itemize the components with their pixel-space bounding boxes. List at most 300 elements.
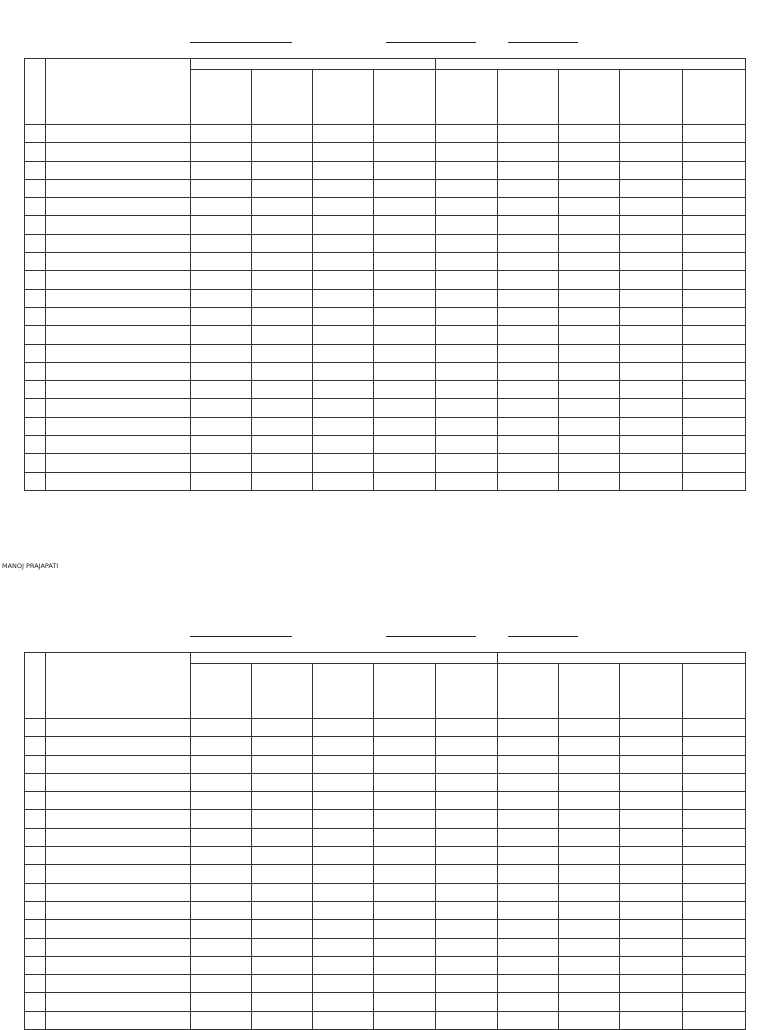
skill-check-cell[interactable] — [498, 883, 559, 901]
skill-check-cell[interactable] — [498, 828, 559, 846]
skill-check-cell[interactable] — [191, 436, 252, 454]
student-name-cell[interactable] — [46, 253, 191, 271]
skill-check-cell[interactable] — [436, 975, 498, 993]
skill-check-cell[interactable] — [620, 975, 683, 993]
district-blank[interactable] — [508, 636, 578, 637]
skill-check-cell[interactable] — [436, 179, 498, 197]
serial-cell[interactable] — [25, 234, 46, 252]
skill-check-cell[interactable] — [683, 1011, 746, 1029]
skill-check-cell[interactable] — [683, 883, 746, 901]
skill-check-cell[interactable] — [252, 773, 313, 791]
skill-check-cell[interactable] — [191, 362, 252, 380]
student-name-cell[interactable] — [46, 865, 191, 883]
skill-check-cell[interactable] — [620, 883, 683, 901]
skill-check-cell[interactable] — [374, 454, 436, 472]
skill-check-cell[interactable] — [620, 362, 683, 380]
skill-check-cell[interactable] — [683, 755, 746, 773]
skill-check-cell[interactable] — [436, 938, 498, 956]
skill-check-cell[interactable] — [620, 847, 683, 865]
student-name-cell[interactable] — [46, 993, 191, 1011]
skill-check-cell[interactable] — [313, 289, 374, 307]
student-name-cell[interactable] — [46, 307, 191, 325]
skill-check-cell[interactable] — [559, 920, 620, 938]
student-name-cell[interactable] — [46, 810, 191, 828]
skill-check-cell[interactable] — [559, 436, 620, 454]
skill-check-cell[interactable] — [559, 198, 620, 216]
skill-check-cell[interactable] — [498, 755, 559, 773]
skill-check-cell[interactable] — [620, 253, 683, 271]
skill-check-cell[interactable] — [436, 417, 498, 435]
skill-check-cell[interactable] — [559, 399, 620, 417]
serial-cell[interactable] — [25, 362, 46, 380]
skill-check-cell[interactable] — [683, 198, 746, 216]
skill-check-cell[interactable] — [498, 253, 559, 271]
skill-check-cell[interactable] — [559, 161, 620, 179]
skill-check-cell[interactable] — [374, 938, 436, 956]
school-name-blank[interactable] — [190, 636, 292, 637]
skill-check-cell[interactable] — [559, 253, 620, 271]
skill-check-cell[interactable] — [374, 326, 436, 344]
skill-check-cell[interactable] — [683, 271, 746, 289]
skill-check-cell[interactable] — [620, 920, 683, 938]
skill-check-cell[interactable] — [191, 737, 252, 755]
serial-cell[interactable] — [25, 198, 46, 216]
skill-check-cell[interactable] — [559, 125, 620, 143]
skill-check-cell[interactable] — [374, 792, 436, 810]
student-name-cell[interactable] — [46, 381, 191, 399]
skill-check-cell[interactable] — [498, 993, 559, 1011]
skill-check-cell[interactable] — [252, 399, 313, 417]
skill-check-cell[interactable] — [436, 920, 498, 938]
serial-cell[interactable] — [25, 865, 46, 883]
skill-check-cell[interactable] — [191, 773, 252, 791]
skill-check-cell[interactable] — [191, 179, 252, 197]
student-name-cell[interactable] — [46, 179, 191, 197]
skill-check-cell[interactable] — [559, 773, 620, 791]
student-name-cell[interactable] — [46, 938, 191, 956]
serial-cell[interactable] — [25, 143, 46, 161]
skill-check-cell[interactable] — [620, 865, 683, 883]
skill-check-cell[interactable] — [498, 865, 559, 883]
student-name-cell[interactable] — [46, 975, 191, 993]
skill-check-cell[interactable] — [252, 381, 313, 399]
skill-check-cell[interactable] — [559, 344, 620, 362]
skill-check-cell[interactable] — [374, 920, 436, 938]
skill-check-cell[interactable] — [252, 865, 313, 883]
student-name-cell[interactable] — [46, 399, 191, 417]
skill-check-cell[interactable] — [313, 938, 374, 956]
skill-check-cell[interactable] — [374, 719, 436, 737]
serial-cell[interactable] — [25, 719, 46, 737]
skill-check-cell[interactable] — [498, 399, 559, 417]
skill-check-cell[interactable] — [252, 792, 313, 810]
skill-check-cell[interactable] — [683, 436, 746, 454]
skill-check-cell[interactable] — [191, 161, 252, 179]
skill-check-cell[interactable] — [374, 179, 436, 197]
student-name-cell[interactable] — [46, 828, 191, 846]
skill-check-cell[interactable] — [559, 362, 620, 380]
skill-check-cell[interactable] — [191, 719, 252, 737]
skill-check-cell[interactable] — [374, 253, 436, 271]
skill-check-cell[interactable] — [436, 161, 498, 179]
skill-check-cell[interactable] — [683, 737, 746, 755]
skill-check-cell[interactable] — [252, 234, 313, 252]
skill-check-cell[interactable] — [498, 161, 559, 179]
skill-check-cell[interactable] — [436, 810, 498, 828]
skill-check-cell[interactable] — [683, 993, 746, 1011]
skill-check-cell[interactable] — [313, 719, 374, 737]
serial-cell[interactable] — [25, 399, 46, 417]
skill-check-cell[interactable] — [374, 901, 436, 919]
skill-check-cell[interactable] — [620, 143, 683, 161]
skill-check-cell[interactable] — [559, 792, 620, 810]
skill-check-cell[interactable] — [191, 883, 252, 901]
skill-check-cell[interactable] — [620, 161, 683, 179]
skill-check-cell[interactable] — [313, 234, 374, 252]
skill-check-cell[interactable] — [436, 344, 498, 362]
serial-cell[interactable] — [25, 993, 46, 1011]
skill-check-cell[interactable] — [683, 472, 746, 490]
skill-check-cell[interactable] — [436, 828, 498, 846]
skill-check-cell[interactable] — [191, 865, 252, 883]
skill-check-cell[interactable] — [252, 436, 313, 454]
skill-check-cell[interactable] — [683, 920, 746, 938]
skill-check-cell[interactable] — [498, 326, 559, 344]
skill-check-cell[interactable] — [498, 792, 559, 810]
skill-check-cell[interactable] — [374, 344, 436, 362]
skill-check-cell[interactable] — [436, 755, 498, 773]
skill-check-cell[interactable] — [559, 417, 620, 435]
skill-check-cell[interactable] — [374, 198, 436, 216]
skill-check-cell[interactable] — [313, 792, 374, 810]
student-name-cell[interactable] — [46, 289, 191, 307]
skill-check-cell[interactable] — [559, 271, 620, 289]
skill-check-cell[interactable] — [252, 216, 313, 234]
skill-check-cell[interactable] — [313, 362, 374, 380]
skill-check-cell[interactable] — [559, 1011, 620, 1029]
skill-check-cell[interactable] — [436, 1011, 498, 1029]
skill-check-cell[interactable] — [374, 755, 436, 773]
serial-cell[interactable] — [25, 326, 46, 344]
serial-cell[interactable] — [25, 847, 46, 865]
skill-check-cell[interactable] — [313, 883, 374, 901]
skill-check-cell[interactable] — [620, 719, 683, 737]
skill-check-cell[interactable] — [374, 399, 436, 417]
skill-check-cell[interactable] — [191, 198, 252, 216]
skill-check-cell[interactable] — [498, 810, 559, 828]
skill-check-cell[interactable] — [374, 362, 436, 380]
student-name-cell[interactable] — [46, 901, 191, 919]
skill-check-cell[interactable] — [498, 143, 559, 161]
student-name-cell[interactable] — [46, 847, 191, 865]
skill-check-cell[interactable] — [683, 399, 746, 417]
skill-check-cell[interactable] — [683, 143, 746, 161]
skill-check-cell[interactable] — [683, 956, 746, 974]
skill-check-cell[interactable] — [498, 307, 559, 325]
skill-check-cell[interactable] — [436, 143, 498, 161]
skill-check-cell[interactable] — [683, 307, 746, 325]
skill-check-cell[interactable] — [252, 198, 313, 216]
skill-check-cell[interactable] — [620, 828, 683, 846]
skill-check-cell[interactable] — [620, 1011, 683, 1029]
district-blank[interactable] — [508, 42, 578, 43]
skill-check-cell[interactable] — [191, 307, 252, 325]
serial-cell[interactable] — [25, 381, 46, 399]
skill-check-cell[interactable] — [252, 362, 313, 380]
skill-check-cell[interactable] — [252, 847, 313, 865]
skill-check-cell[interactable] — [252, 901, 313, 919]
skill-check-cell[interactable] — [252, 719, 313, 737]
skill-check-cell[interactable] — [498, 719, 559, 737]
skill-check-cell[interactable] — [436, 326, 498, 344]
skill-check-cell[interactable] — [436, 847, 498, 865]
skill-check-cell[interactable] — [620, 271, 683, 289]
skill-check-cell[interactable] — [620, 289, 683, 307]
skill-check-cell[interactable] — [252, 161, 313, 179]
skill-check-cell[interactable] — [374, 472, 436, 490]
skill-check-cell[interactable] — [620, 755, 683, 773]
skill-check-cell[interactable] — [559, 828, 620, 846]
skill-check-cell[interactable] — [620, 381, 683, 399]
skill-check-cell[interactable] — [498, 344, 559, 362]
skill-check-cell[interactable] — [683, 344, 746, 362]
student-name-cell[interactable] — [46, 1011, 191, 1029]
skill-check-cell[interactable] — [313, 1011, 374, 1029]
skill-check-cell[interactable] — [313, 143, 374, 161]
serial-cell[interactable] — [25, 307, 46, 325]
skill-check-cell[interactable] — [313, 454, 374, 472]
school-name-blank[interactable] — [190, 42, 292, 43]
skill-check-cell[interactable] — [498, 216, 559, 234]
serial-cell[interactable] — [25, 179, 46, 197]
skill-check-cell[interactable] — [313, 436, 374, 454]
skill-check-cell[interactable] — [683, 792, 746, 810]
skill-check-cell[interactable] — [498, 1011, 559, 1029]
serial-cell[interactable] — [25, 472, 46, 490]
skill-check-cell[interactable] — [559, 847, 620, 865]
skill-check-cell[interactable] — [374, 1011, 436, 1029]
skill-check-cell[interactable] — [313, 326, 374, 344]
skill-check-cell[interactable] — [498, 956, 559, 974]
skill-check-cell[interactable] — [498, 737, 559, 755]
skill-check-cell[interactable] — [498, 901, 559, 919]
skill-check-cell[interactable] — [313, 956, 374, 974]
skill-check-cell[interactable] — [374, 125, 436, 143]
skill-check-cell[interactable] — [252, 289, 313, 307]
student-name-cell[interactable] — [46, 920, 191, 938]
student-name-cell[interactable] — [46, 472, 191, 490]
skill-check-cell[interactable] — [313, 417, 374, 435]
skill-check-cell[interactable] — [313, 399, 374, 417]
skill-check-cell[interactable] — [683, 901, 746, 919]
skill-check-cell[interactable] — [683, 216, 746, 234]
skill-check-cell[interactable] — [436, 773, 498, 791]
serial-cell[interactable] — [25, 253, 46, 271]
skill-check-cell[interactable] — [374, 417, 436, 435]
skill-check-cell[interactable] — [683, 454, 746, 472]
skill-check-cell[interactable] — [252, 454, 313, 472]
skill-check-cell[interactable] — [191, 143, 252, 161]
skill-check-cell[interactable] — [313, 755, 374, 773]
skill-check-cell[interactable] — [191, 216, 252, 234]
skill-check-cell[interactable] — [620, 417, 683, 435]
skill-check-cell[interactable] — [559, 737, 620, 755]
skill-check-cell[interactable] — [498, 975, 559, 993]
skill-check-cell[interactable] — [252, 993, 313, 1011]
skill-check-cell[interactable] — [559, 938, 620, 956]
skill-check-cell[interactable] — [620, 307, 683, 325]
skill-check-cell[interactable] — [191, 289, 252, 307]
skill-check-cell[interactable] — [498, 773, 559, 791]
serial-cell[interactable] — [25, 737, 46, 755]
skill-check-cell[interactable] — [191, 755, 252, 773]
skill-check-cell[interactable] — [436, 956, 498, 974]
skill-check-cell[interactable] — [374, 381, 436, 399]
skill-check-cell[interactable] — [683, 865, 746, 883]
skill-check-cell[interactable] — [498, 454, 559, 472]
skill-check-cell[interactable] — [683, 828, 746, 846]
skill-check-cell[interactable] — [498, 472, 559, 490]
student-name-cell[interactable] — [46, 125, 191, 143]
skill-check-cell[interactable] — [559, 719, 620, 737]
skill-check-cell[interactable] — [683, 810, 746, 828]
skill-check-cell[interactable] — [498, 920, 559, 938]
serial-cell[interactable] — [25, 810, 46, 828]
skill-check-cell[interactable] — [498, 847, 559, 865]
skill-check-cell[interactable] — [559, 289, 620, 307]
student-name-cell[interactable] — [46, 719, 191, 737]
skill-check-cell[interactable] — [498, 938, 559, 956]
skill-check-cell[interactable] — [191, 1011, 252, 1029]
skill-check-cell[interactable] — [620, 901, 683, 919]
skill-check-cell[interactable] — [559, 975, 620, 993]
student-name-cell[interactable] — [46, 755, 191, 773]
skill-check-cell[interactable] — [498, 381, 559, 399]
skill-check-cell[interactable] — [313, 993, 374, 1011]
skill-check-cell[interactable] — [252, 737, 313, 755]
skill-check-cell[interactable] — [191, 901, 252, 919]
serial-cell[interactable] — [25, 773, 46, 791]
skill-check-cell[interactable] — [191, 810, 252, 828]
student-name-cell[interactable] — [46, 454, 191, 472]
skill-check-cell[interactable] — [191, 253, 252, 271]
skill-check-cell[interactable] — [559, 234, 620, 252]
student-name-cell[interactable] — [46, 362, 191, 380]
serial-cell[interactable] — [25, 344, 46, 362]
skill-check-cell[interactable] — [498, 289, 559, 307]
skill-check-cell[interactable] — [620, 179, 683, 197]
skill-check-cell[interactable] — [313, 865, 374, 883]
skill-check-cell[interactable] — [559, 454, 620, 472]
skill-check-cell[interactable] — [620, 792, 683, 810]
skill-check-cell[interactable] — [683, 847, 746, 865]
skill-check-cell[interactable] — [313, 901, 374, 919]
skill-check-cell[interactable] — [313, 198, 374, 216]
skill-check-cell[interactable] — [436, 436, 498, 454]
skill-check-cell[interactable] — [374, 865, 436, 883]
skill-check-cell[interactable] — [683, 179, 746, 197]
student-name-cell[interactable] — [46, 417, 191, 435]
skill-check-cell[interactable] — [683, 719, 746, 737]
skill-check-cell[interactable] — [683, 125, 746, 143]
skill-check-cell[interactable] — [436, 271, 498, 289]
skill-check-cell[interactable] — [620, 993, 683, 1011]
skill-check-cell[interactable] — [313, 307, 374, 325]
skill-check-cell[interactable] — [252, 344, 313, 362]
skill-check-cell[interactable] — [436, 472, 498, 490]
skill-check-cell[interactable] — [374, 307, 436, 325]
skill-check-cell[interactable] — [498, 417, 559, 435]
student-name-cell[interactable] — [46, 216, 191, 234]
skill-check-cell[interactable] — [498, 125, 559, 143]
student-name-cell[interactable] — [46, 326, 191, 344]
skill-check-cell[interactable] — [252, 307, 313, 325]
serial-cell[interactable] — [25, 755, 46, 773]
student-name-cell[interactable] — [46, 234, 191, 252]
serial-cell[interactable] — [25, 956, 46, 974]
skill-check-cell[interactable] — [620, 399, 683, 417]
skill-check-cell[interactable] — [191, 993, 252, 1011]
skill-check-cell[interactable] — [559, 883, 620, 901]
skill-check-cell[interactable] — [252, 828, 313, 846]
skill-check-cell[interactable] — [313, 161, 374, 179]
skill-check-cell[interactable] — [683, 417, 746, 435]
skill-check-cell[interactable] — [374, 737, 436, 755]
skill-check-cell[interactable] — [313, 737, 374, 755]
skill-check-cell[interactable] — [436, 993, 498, 1011]
skill-check-cell[interactable] — [374, 883, 436, 901]
skill-check-cell[interactable] — [498, 198, 559, 216]
skill-check-cell[interactable] — [436, 719, 498, 737]
skill-check-cell[interactable] — [436, 125, 498, 143]
serial-cell[interactable] — [25, 920, 46, 938]
student-name-cell[interactable] — [46, 792, 191, 810]
skill-check-cell[interactable] — [252, 755, 313, 773]
student-name-cell[interactable] — [46, 956, 191, 974]
serial-cell[interactable] — [25, 938, 46, 956]
skill-check-cell[interactable] — [252, 975, 313, 993]
skill-check-cell[interactable] — [313, 216, 374, 234]
skill-check-cell[interactable] — [683, 773, 746, 791]
skill-check-cell[interactable] — [620, 436, 683, 454]
skill-check-cell[interactable] — [313, 125, 374, 143]
skill-check-cell[interactable] — [374, 956, 436, 974]
skill-check-cell[interactable] — [620, 810, 683, 828]
skill-check-cell[interactable] — [620, 472, 683, 490]
skill-check-cell[interactable] — [374, 828, 436, 846]
skill-check-cell[interactable] — [313, 975, 374, 993]
skill-check-cell[interactable] — [436, 883, 498, 901]
skill-check-cell[interactable] — [498, 179, 559, 197]
taluka-blank[interactable] — [386, 636, 476, 637]
skill-check-cell[interactable] — [620, 454, 683, 472]
skill-check-cell[interactable] — [252, 1011, 313, 1029]
skill-check-cell[interactable] — [374, 436, 436, 454]
student-name-cell[interactable] — [46, 737, 191, 755]
skill-check-cell[interactable] — [252, 179, 313, 197]
skill-check-cell[interactable] — [436, 737, 498, 755]
serial-cell[interactable] — [25, 975, 46, 993]
skill-check-cell[interactable] — [313, 472, 374, 490]
skill-check-cell[interactable] — [252, 271, 313, 289]
student-name-cell[interactable] — [46, 436, 191, 454]
skill-check-cell[interactable] — [559, 381, 620, 399]
skill-check-cell[interactable] — [683, 289, 746, 307]
skill-check-cell[interactable] — [252, 920, 313, 938]
serial-cell[interactable] — [25, 436, 46, 454]
serial-cell[interactable] — [25, 828, 46, 846]
skill-check-cell[interactable] — [191, 271, 252, 289]
